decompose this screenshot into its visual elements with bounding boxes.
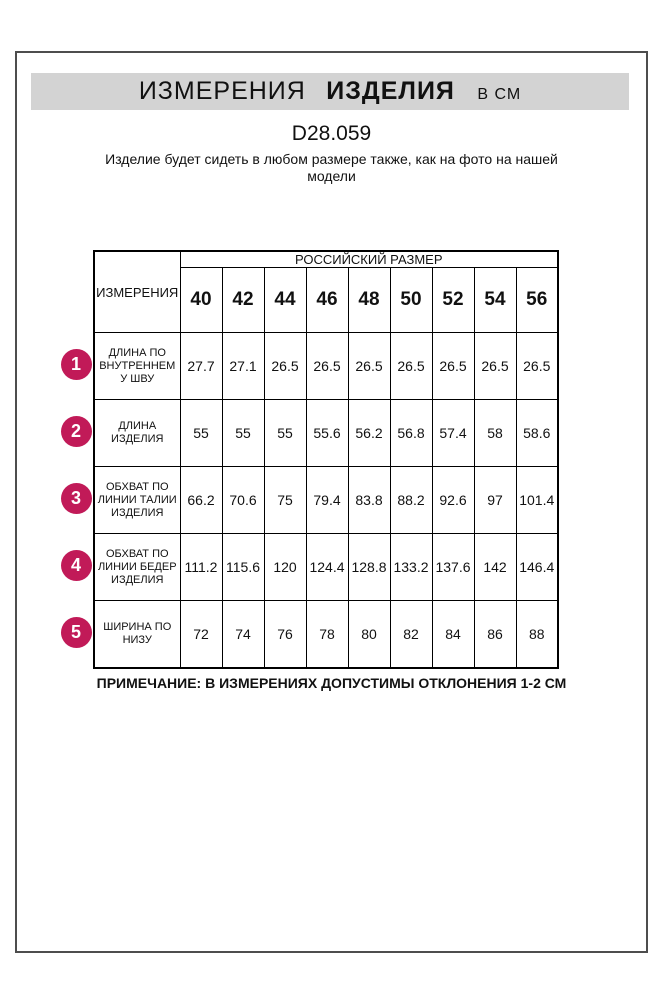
row-number-badge-5: 5 [61,617,92,648]
measurement-value: 88.2 [390,467,432,534]
size-header-44: 44 [264,268,306,333]
fit-description: Изделие будет сидеть в любом размере также, как на фото на нашей модели [105,151,558,184]
measurement-value: 58.6 [516,400,558,467]
measurement-value: 57.4 [432,400,474,467]
size-header-48: 48 [348,268,390,333]
measurement-value: 88 [516,601,558,668]
measurements-column-header: ИЗМЕРЕНИЯ [94,251,180,333]
row-number-badges [60,331,92,666]
russian-size-group-header: РОССИЙСКИЙ РАЗМЕР [180,251,558,268]
page-frame [15,51,648,953]
measurement-value: 133.2 [390,534,432,601]
measurement-value: 26.5 [516,333,558,400]
row-number-badge-4: 4 [61,550,92,581]
row-number-badge-1: 1 [61,349,92,380]
circle-slot [60,532,92,599]
measurement-value: 142 [474,534,516,601]
measurement-value: 75 [264,467,306,534]
measurement-value: 82 [390,601,432,668]
measurement-value: 26.5 [390,333,432,400]
size-table [93,250,559,669]
measurement-value: 76 [264,601,306,668]
measurement-value: 55 [180,400,222,467]
size-header-56: 56 [516,268,558,333]
circle-slot [60,398,92,465]
measurement-value: 58 [474,400,516,467]
size-header-40: 40 [180,268,222,333]
row-number-badge-2: 2 [61,416,92,447]
measurement-row-label: ДЛИНА ПО ВНУТРЕННЕМ У ШВУ [94,333,180,400]
measurement-row-label: ОБХВАТ ПО ЛИНИИ ТАЛИИ ИЗДЕЛИЯ [94,467,180,534]
measurement-value: 101.4 [516,467,558,534]
measurement-value: 92.6 [432,467,474,534]
measurement-value: 26.5 [474,333,516,400]
measurement-value: 124.4 [306,534,348,601]
group-header-row [94,251,558,268]
measurement-value: 80 [348,601,390,668]
measurement-value: 26.5 [432,333,474,400]
measurement-value: 55 [222,400,264,467]
measurement-row-2 [94,400,558,467]
measurement-value: 83.8 [348,467,390,534]
measurement-row-label: ОБХВАТ ПО ЛИНИИ БЕДЕР ИЗДЕЛИЯ [94,534,180,601]
measurement-value: 111.2 [180,534,222,601]
measurement-value: 78 [306,601,348,668]
measurement-row-label: ШИРИНА ПО НИЗУ [94,601,180,668]
measurement-value: 74 [222,601,264,668]
circle-slot [60,599,92,666]
measurement-value: 72 [180,601,222,668]
measurement-value: 27.1 [222,333,264,400]
measurement-value: 128.8 [348,534,390,601]
size-header-54: 54 [474,268,516,333]
measurement-value: 55 [264,400,306,467]
title-word-measurements: ИЗМЕРЕНИЯ [138,77,306,105]
title-word-product: ИЗДЕЛИЯ [326,77,455,105]
measurement-value: 66.2 [180,467,222,534]
article-code: D28.059 [291,122,372,145]
measurement-value: 27.7 [180,333,222,400]
measurement-value: 120 [264,534,306,601]
measurement-value: 56.8 [390,400,432,467]
measurement-row-label: ДЛИНА ИЗДЕЛИЯ [94,400,180,467]
circle-slot [60,331,92,398]
size-table-zone [60,250,559,669]
measurement-value: 55.6 [306,400,348,467]
measurement-value: 86 [474,601,516,668]
measurement-row-1 [94,333,558,400]
size-header-46: 46 [306,268,348,333]
measurement-value: 137.6 [432,534,474,601]
size-header-50: 50 [390,268,432,333]
measurement-row-3 [94,467,558,534]
title-unit-cm: В СМ [477,86,522,103]
measurement-value: 84 [432,601,474,668]
measurement-value: 146.4 [516,534,558,601]
tolerance-note: ПРИМЕЧАНИЕ: В ИЗМЕРЕНИЯХ ДОПУСТИМЫ ОТКЛОНЕНИЯ 1-2 СМ [96,675,567,691]
measurement-value: 56.2 [348,400,390,467]
row-number-badge-3: 3 [61,483,92,514]
measurement-value: 26.5 [348,333,390,400]
circle-slot [60,465,92,532]
measurement-row-4 [94,534,558,601]
title-bar [31,73,629,110]
measurement-value: 97 [474,467,516,534]
measurement-value: 26.5 [264,333,306,400]
measurement-value: 79.4 [306,467,348,534]
size-header-52: 52 [432,268,474,333]
measurement-value: 26.5 [306,333,348,400]
measurement-value: 115.6 [222,534,264,601]
measurement-value: 70.6 [222,467,264,534]
size-header-42: 42 [222,268,264,333]
measurement-row-5 [94,601,558,668]
